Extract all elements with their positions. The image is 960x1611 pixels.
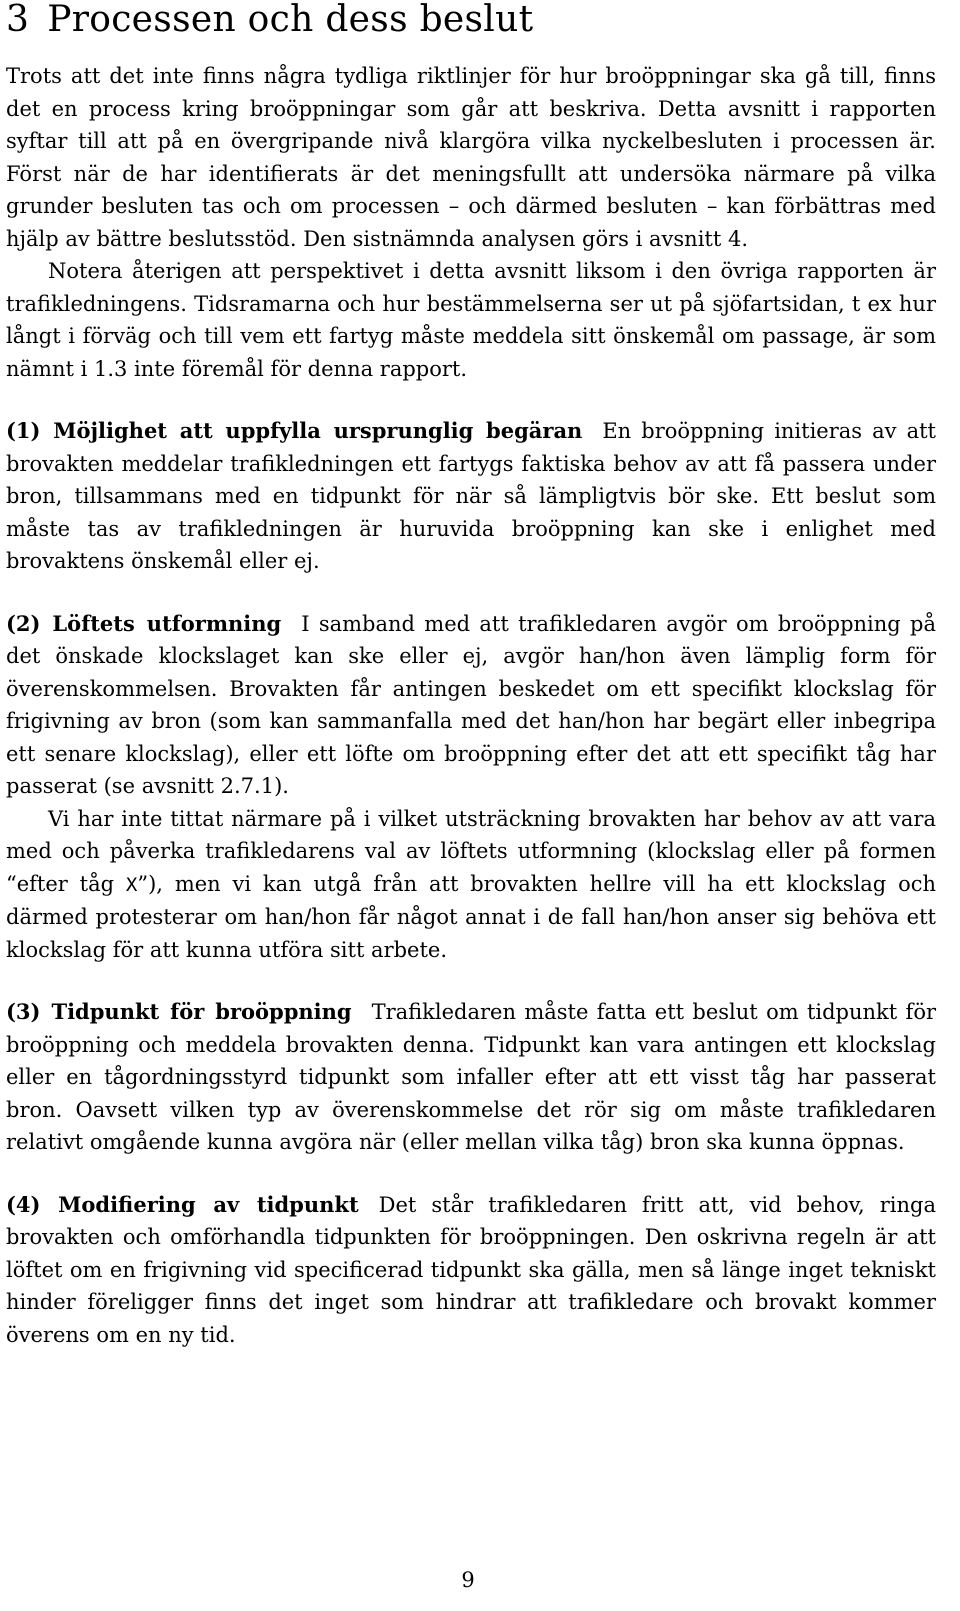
section-heading xyxy=(6,0,936,38)
paragraph-heading: (2) Löftets utformning xyxy=(6,610,282,636)
continuation-text-after: ”), men vi kan utgå från att brovakten hellre vill ha ett klockslag och därmed protesterar om han/hon får något annat i de fall han/hon anser sig behöva ett klockslag för att kunna utföra sitt arbete. xyxy=(6,871,937,962)
intro-paragraph-1: Trots att det inte finns några tydliga riktlinjer för hur broöppningar ska gå till, finns det en process kring broöppningar som går att beskriva. Detta avsnitt i rapporten syftar till att på en övergripande nivå klargöra vilka nyckelbesluten i processen är. Först när de har identifierats är det meningsfullt att undersöka närmare på vilka grunder besluten tas och om processen – och därmed besluten – kan förbättras med hjälp av bättre beslutsstöd. Den sistnämnda analysen görs i avsnitt 4. xyxy=(6,64,936,251)
page-number: 9 xyxy=(461,1568,475,1592)
paragraph-text: I samband med att trafikledaren avgör om broöppning på det önskade klockslaget kan ske eller ej, avgör han/hon även lämplig form för överenskommelsen. Brovakten får antingen beskedet om ett specifikt klockslag för frigivning av bron (som kan sammanfalla med det han/hon har begärt eller inbegripa ett senare klockslag), eller ett löfte om broöppning efter det att ett specifikt tåg har passerat (se avsnitt 2.7.1). xyxy=(6,611,936,798)
paragraph-text: En broöppning initieras av att brovakten meddelar trafikledningen ett fartygs faktiska behov av att få passera under bron, tillsammans med en tidpunkt för när så lämpligtvis bör ske. Ett beslut som måste tas av trafikledningen är huruvida broöppning kan ske i enlighet med brovaktens önskemål eller ej. xyxy=(6,419,936,573)
paragraph-continuation xyxy=(6,803,936,967)
section-number: 3 xyxy=(6,0,30,40)
section-title: Processen och dess beslut xyxy=(47,0,534,40)
paragraph-heading: (1) Möjlighet att uppfylla ursprunglig begäran xyxy=(6,418,583,443)
decision-paragraph-2 xyxy=(6,608,936,967)
train-code: X xyxy=(125,873,138,896)
paragraph-text: Trafikledaren måste fatta ett beslut om tidpunkt för broöppning och meddela brovakten denna. Tidpunkt kan vara antingen ett klockslag eller en tågordningsstyrd tidpunkt som infaller efter att ett visst tåg har passerat bron. Oavsett vilken typ av överenskommelse det rör sig om måste trafikledaren relativt omgående kunna avgöra när (eller mellan vilka tåg) bron ska kunna öppnas. xyxy=(6,1000,936,1154)
decision-paragraph-3 xyxy=(6,996,936,1159)
paragraph-heading: (4) Modifiering av tidpunkt xyxy=(6,1191,359,1217)
paragraph-text: Det står trafikledaren fritt att, vid behov, ringa brovakten och omförhandla tidpunkten för broöppningen. Den oskrivna regeln är att löftet om en frigivning vid specificerad tidpunkt ska gälla, men så länge inget tekniskt hinder föreligger finns det inget som hindrar att trafikledare och brovakt kommer överens om en ny tid. xyxy=(6,1192,936,1347)
paragraph-heading: (3) Tidpunkt för broöppning xyxy=(6,999,352,1024)
continuation-text-before: Vi har inte tittat närmare på i vilket utsträckning brovakten har behov av att vara med och påverka trafikledarens val av löftets utformning (klockslag eller på formen “efter tåg xyxy=(6,806,936,896)
decision-paragraph-1 xyxy=(6,415,936,578)
decision-paragraph-4 xyxy=(6,1189,936,1352)
document-page xyxy=(6,0,936,1351)
intro-section xyxy=(6,60,936,385)
intro-paragraph-2: Notera återigen att perspektivet i detta avsnitt liksom i den övriga rapporten är trafikledningens. Tidsramarna och hur bestämmelserna ser ut på sjöfartsidan, t ex hur långt i förväg och till vem ett fartyg måste meddela sitt önskemål om passage, är som nämnt i 1.3 inte föremål för denna rapport. xyxy=(6,259,936,381)
